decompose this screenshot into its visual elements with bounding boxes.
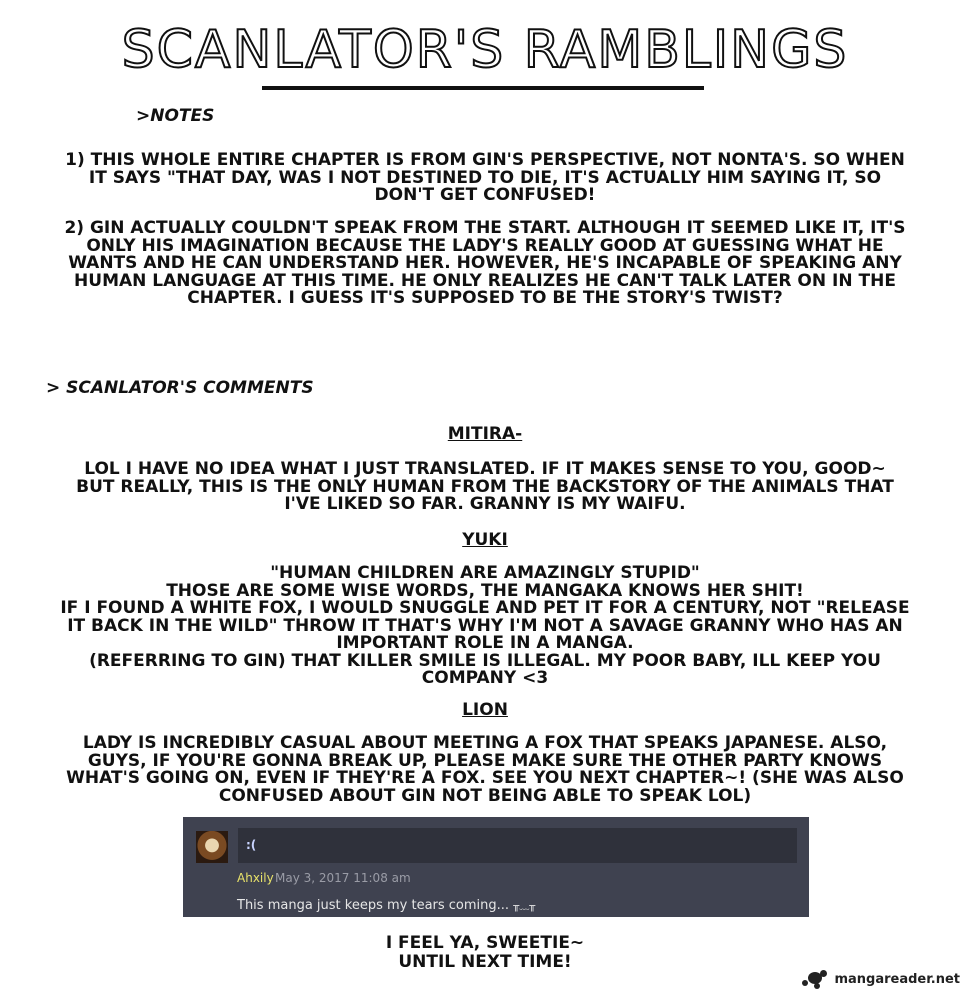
comment-line: BUT REALLY, THIS IS THE ONLY HUMAN FROM THE BACKSTORY OF THE ANIMALS THAT I'VE LIKED SO FAR. GRANNY IS MY WAIFU. bbox=[76, 476, 894, 514]
commenter-name-label: LION bbox=[462, 700, 508, 720]
forum-reply-text: :( bbox=[246, 838, 257, 852]
comment-line: (REFERRING TO GIN) THAT KILLER SMILE IS ILLEGAL. MY POOR BABY, ILL KEEP YOU COMPANY <3 bbox=[89, 650, 881, 688]
signoff-line-1: I FEEL YA, SWEETIE~ bbox=[385, 933, 585, 953]
commenter-name-lion bbox=[0, 700, 970, 720]
comment-line: LOL I HAVE NO IDEA WHAT I JUST TRANSLATED. IF IT MAKES SENSE TO YOU, GOOD~ bbox=[84, 459, 886, 479]
commenter-name-yuki bbox=[0, 530, 970, 550]
forum-body bbox=[237, 897, 535, 913]
comment-line: LADY IS INCREDIBLY CASUAL ABOUT MEETING A FOX THAT SPEAKS JAPANESE. ALSO, GUYS, IF YOU'RE GONNA BREAK UP, PLEASE MAKE SURE THE OTHER PARTY KNOWS WHAT'S GOING ON, EVEN IF THEY'RE A FOX. SEE YOU NEXT CHAPTER~! (SHE WAS ALSO CONFUSED ABOUT GIN NOT BEING ABLE TO SPEAK LOL) bbox=[66, 733, 904, 806]
title-wrap bbox=[0, 18, 970, 82]
forum-author: Ahxily bbox=[237, 871, 274, 885]
comment-yuki bbox=[60, 565, 910, 688]
comment-line: "HUMAN CHILDREN ARE AMAZINGLY STUPID" bbox=[270, 563, 700, 583]
commenter-name-label: MITIRA- bbox=[447, 424, 523, 444]
commenter-name-mitira bbox=[0, 424, 970, 444]
commenter-name-label: YUKI bbox=[462, 530, 508, 550]
forum-emote: ╥﹏╥ bbox=[513, 901, 536, 912]
comments-heading: > SCANLATOR'S COMMENTS bbox=[46, 378, 314, 398]
comment-lion bbox=[60, 735, 910, 805]
mangareader-logo-icon bbox=[800, 968, 830, 990]
page-title: SCANLATOR'S RAMBLINGS bbox=[121, 20, 849, 80]
comment-mitira bbox=[60, 461, 910, 514]
title-underline bbox=[262, 86, 704, 90]
watermark-text: mangareader.net bbox=[834, 971, 960, 987]
signoff-line-2: UNTIL NEXT TIME! bbox=[398, 952, 572, 972]
notes-heading: >NOTES bbox=[136, 106, 215, 126]
watermark bbox=[800, 968, 960, 990]
comment-line: IF I FOUND A WHITE FOX, I WOULD SNUGGLE AND PET IT FOR A CENTURY, NOT "RELEASE IT BACK IN THE WILD" THROW IT THAT'S WHY I'M NOT A SAVAGE GRANNY WHO HAS AN IMPORTANT ROLE IN A MANGA. bbox=[60, 598, 910, 653]
note-2: 2) GIN ACTUALLY COULDN'T SPEAK FROM THE START. ALTHOUGH IT SEEMED LIKE IT, IT'S ONLY HIS IMAGINATION BECAUSE THE LADY'S REALLY GOOD AT GUESSING WHAT HE WANTS AND HE CAN UNDERSTAND HER. HOWEVER, HE'S INCAPABLE OF SPEAKING ANY HUMAN LANGUAGE AT THIS TIME. HE ONLY REALIZES HE CAN'T TALK LATER ON IN THE CHAPTER. I GUESS IT'S SUPPOSED TO BE THE STORY'S TWIST? bbox=[64, 218, 906, 308]
forum-body-text: This manga just keeps my tears coming... bbox=[237, 898, 514, 913]
note-1: 1) THIS WHOLE ENTIRE CHAPTER IS FROM GIN'S PERSPECTIVE, NOT NONTA'S. SO WHEN IT SAYS "THAT DAY, WAS I NOT DESTINED TO DIE, IT'S ACTUALLY HIM SAYING IT, SO DON'T GET CONFUSED! bbox=[65, 150, 905, 205]
comment-line: THOSE ARE SOME WISE WORDS, THE MANGAKA KNOWS HER SHIT! bbox=[166, 580, 804, 601]
forum-date: May 3, 2017 11:08 am bbox=[275, 871, 411, 885]
forum-comment-screenshot bbox=[183, 817, 809, 917]
signoff bbox=[0, 934, 970, 972]
forum-reply-box bbox=[238, 828, 797, 863]
avatar bbox=[196, 831, 228, 863]
